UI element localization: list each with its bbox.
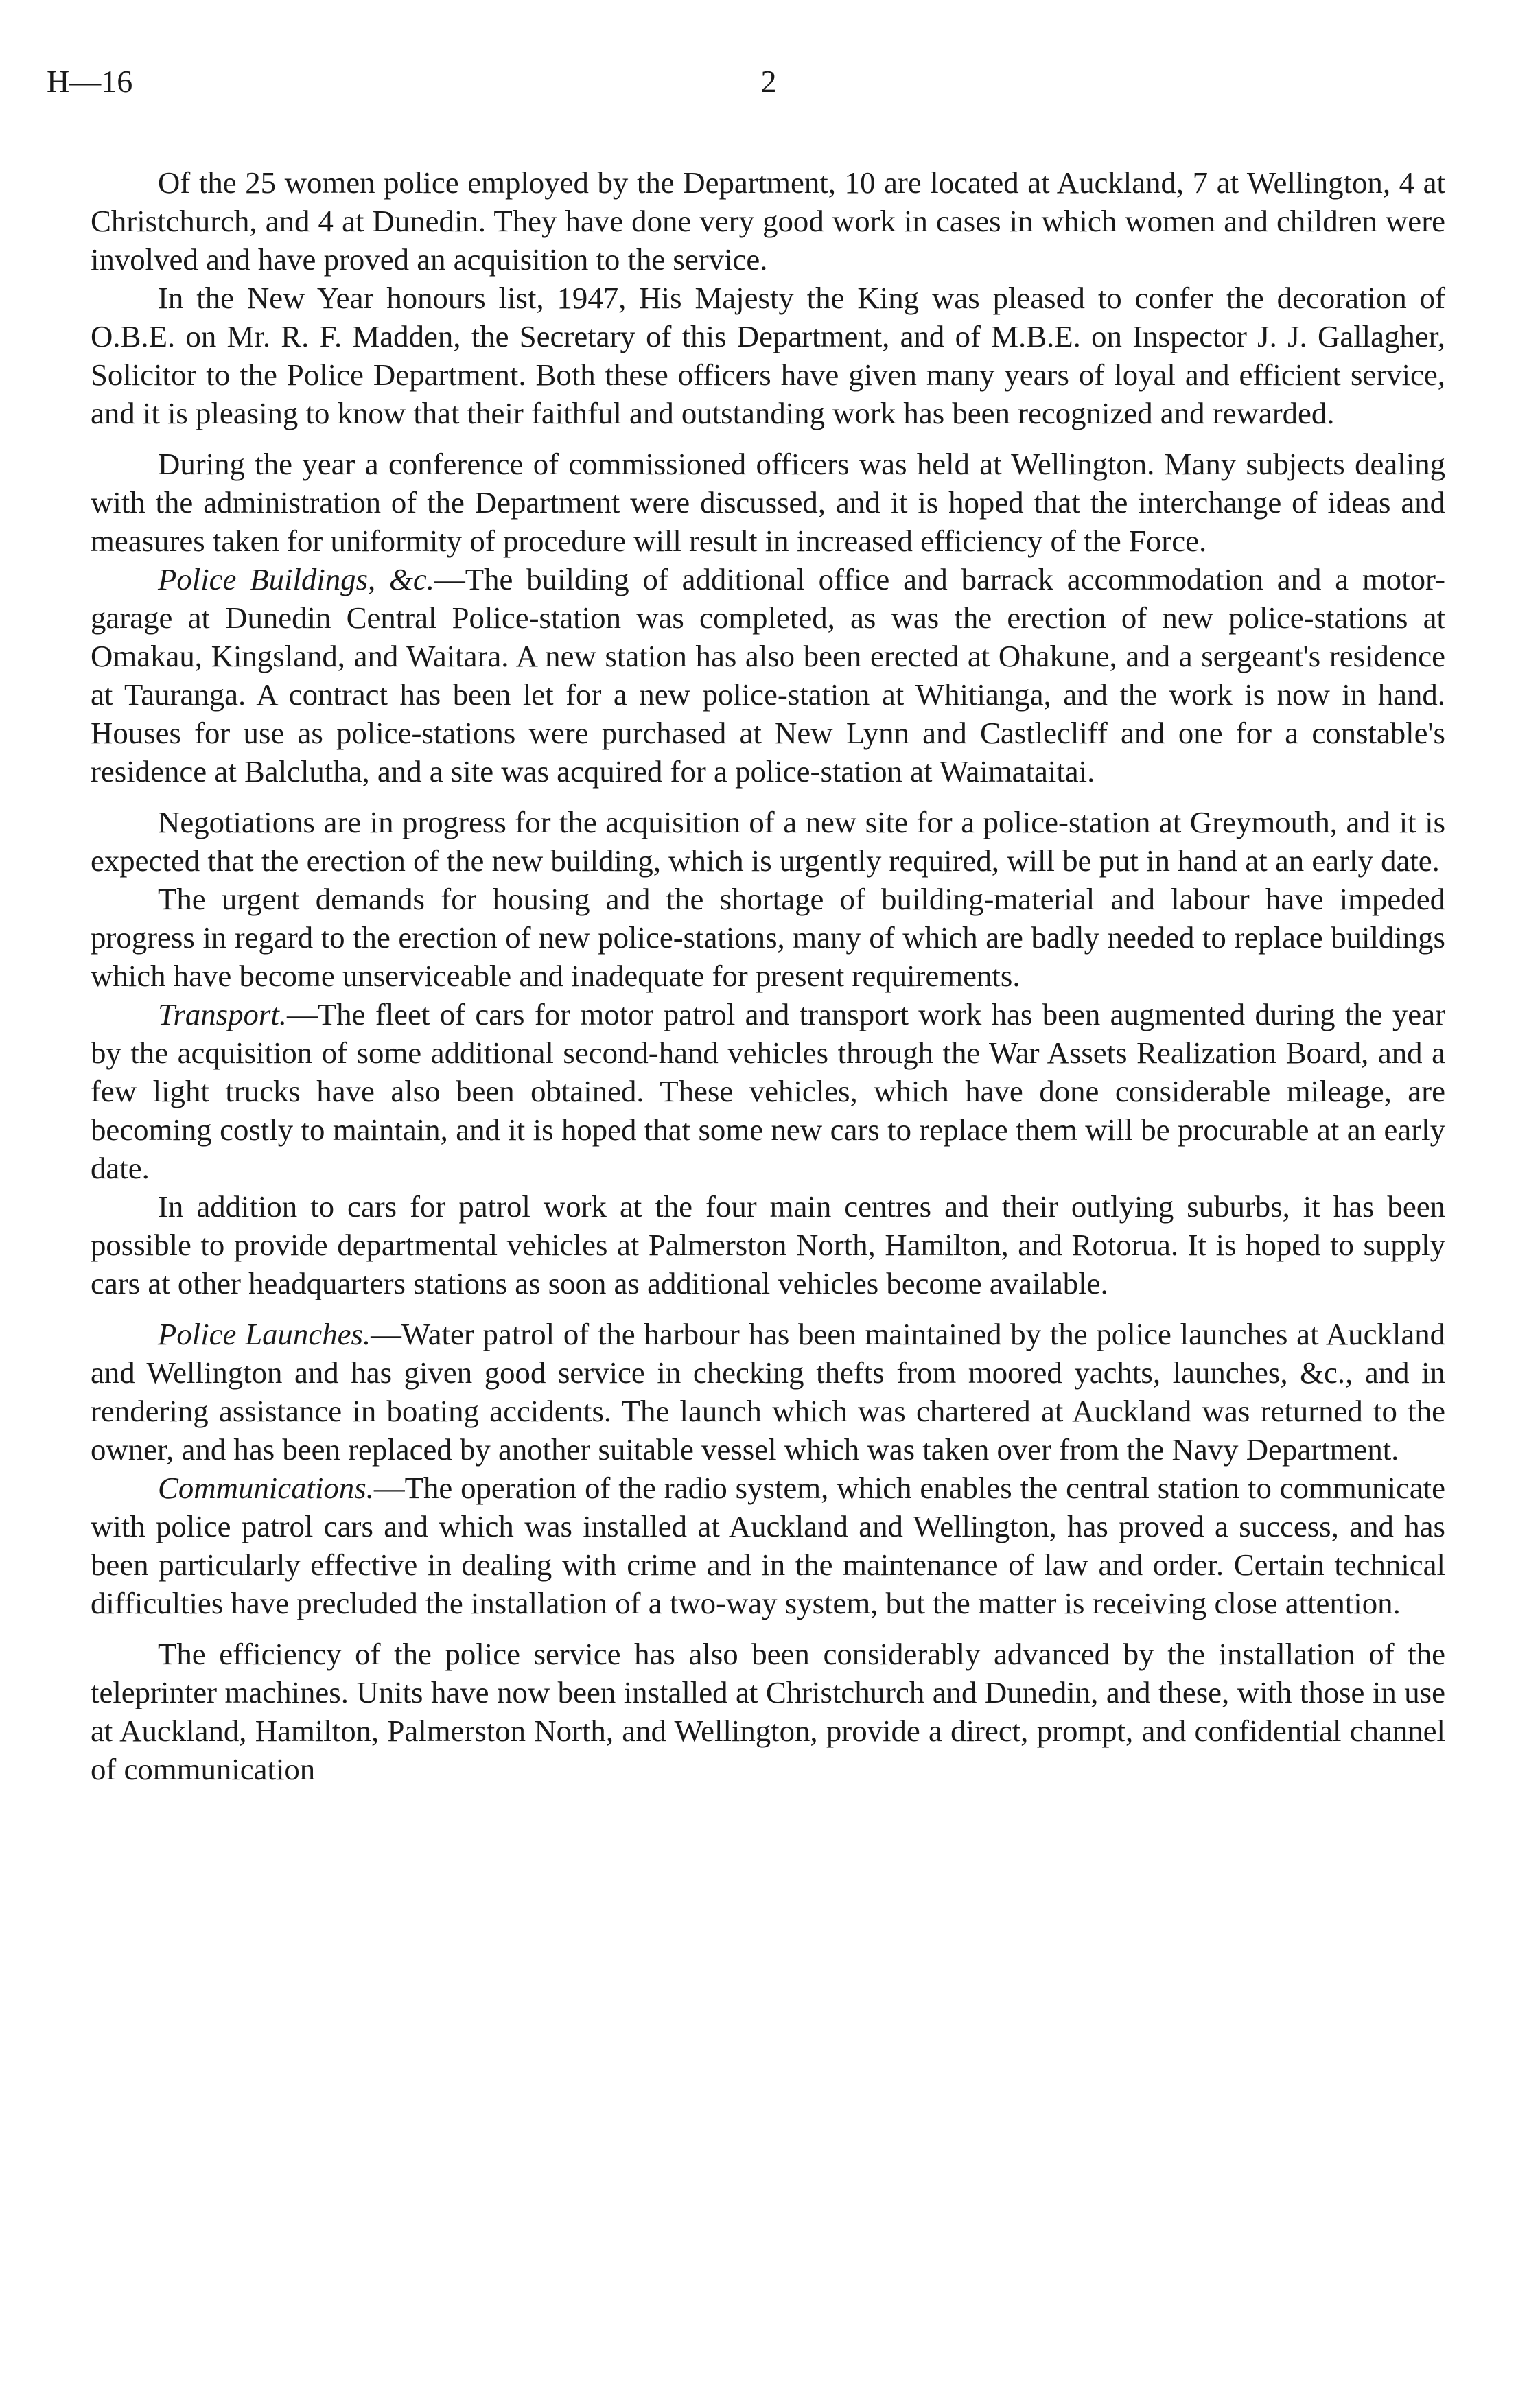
paragraph-text: Of the 25 women police employed by the Department, 10 are located at Auckland, 7 at Wellington, 4 at Christchurch, and 4 at Dunedin. They have done very good work in cases in which women and children were involved and have proved an acquisition to the service. <box>91 165 1445 277</box>
document-code: H—16 <box>47 64 133 99</box>
paragraph-text: In the New Year honours list, 1947, His Majesty the King was pleased to confer the decoration of O.B.E. on Mr. R. F. Madden, the Secretary of this Department, and of M.B.E. on Inspector J. J. Gallagher, Solicitor to the Police Department. Both these officers have given many years of loyal and efficient service, and it is pleasing to know that their faithful and outstanding work has been recognized and rewarded. <box>91 281 1445 430</box>
paragraph-police-buildings <box>91 560 1445 791</box>
paragraph-text: Negotiations are in progress for the acquisition of a new site for a police-station at Greymouth, and it is expected that the erection of the new building, which is urgently required, will be put in hand at an early date. <box>91 805 1445 878</box>
section-heading: Communications. <box>158 1471 374 1505</box>
paragraph-text: In addition to cars for patrol work at the four main centres and their outlying suburbs, it has been possible to provide departmental vehicles at Palmerston North, Hamilton, and Rotorua. It is hoped to supply cars at other headquarters stations as soon as additional vehicles become available. <box>91 1189 1445 1300</box>
paragraph-text: During the year a conference of commissioned officers was held at Wellington. Many subjects dealing with the administration of the Department were discussed, and it is hoped that the interchange of ideas and measures taken for uniformity of procedure will result in increased efficiency of the Force. <box>91 447 1445 558</box>
paragraph-text: —The operation of the radio system, which enables the central station to communicate with police patrol cars and which was installed at Auckland and Wellington, has proved a success, and has been particularly effective in dealing with crime and in the maintenance of law and order. Certain technical difficulties have precluded the installation of a two-way system, but the matter is receiving close attention. <box>91 1471 1445 1620</box>
paragraph-text: The efficiency of the police service has also been considerably advanced by the installation of the teleprinter machines. Units have now been installed at Christchurch and Dunedin, and these, with those in use at Auckland, Hamilton, Palmerston North, and Wellington, provide a direct, prompt, and confidential channel of communication <box>91 1637 1445 1786</box>
paragraph-communications <box>91 1469 1445 1622</box>
page-header <box>0 63 1540 118</box>
paragraph-text: —The building of additional office and barrack accommodation and a motor-garage at Dunedin Central Police-station was completed, as was the erection of new police-stations at Omakau, Kingsland, and Waitara. A new station has also been erected at Ohakune, and a sergeant's residence at Tauranga. A contract has been let for a new police-station at Whitianga, and the work is now in hand. Houses for use as police-stations were purchased at New Lynn and Castlecliff and one for a constable's residence at Balclutha, and a site was acquired for a police-station at Waimataitai. <box>91 562 1445 789</box>
section-heading: Police Buildings, &c. <box>158 562 434 596</box>
paragraph-text: —Water patrol of the harbour has been maintained by the police launches at Auckland and Wellington and has given good service in checking thefts from moored yachts, launches, &c., and in rendering assistance in boating accidents. The launch which was chartered at Auckland was returned to the owner, and has been replaced by another suitable vessel which was taken over from the Navy Department. <box>91 1317 1445 1467</box>
body-text <box>91 163 1445 1788</box>
paragraph-text: The urgent demands for housing and the shortage of building-material and labour have impeded progress in regard to the erection of new police-stations, many of which are badly needed to replace buildings which have become unserviceable and inadequate for present requirements. <box>91 882 1445 993</box>
paragraph-teleprinter <box>91 1635 1445 1788</box>
paragraph-housing-demands <box>91 880 1445 995</box>
paragraph-text: —The fleet of cars for motor patrol and transport work has been augmented during the year by the acquisition of some additional second-hand vehicles through the War Assets Realization Board, and a few light trucks have also been obtained. These vehicles, which have done considerable mileage, are becoming costly to maintain, and it is hoped that some new cars to replace them will be procurable at an early date. <box>91 997 1445 1185</box>
section-heading: Police Launches. <box>158 1317 371 1351</box>
page-number: 2 <box>760 64 777 99</box>
paragraph-conference <box>91 445 1445 560</box>
paragraph-women-police <box>91 163 1445 279</box>
paragraph-police-launches <box>91 1315 1445 1469</box>
paragraph-transport <box>91 995 1445 1187</box>
paragraph-honours <box>91 279 1445 432</box>
paragraph-greymouth <box>91 803 1445 880</box>
section-heading: Transport. <box>158 997 287 1031</box>
paragraph-patrol-cars <box>91 1187 1445 1303</box>
